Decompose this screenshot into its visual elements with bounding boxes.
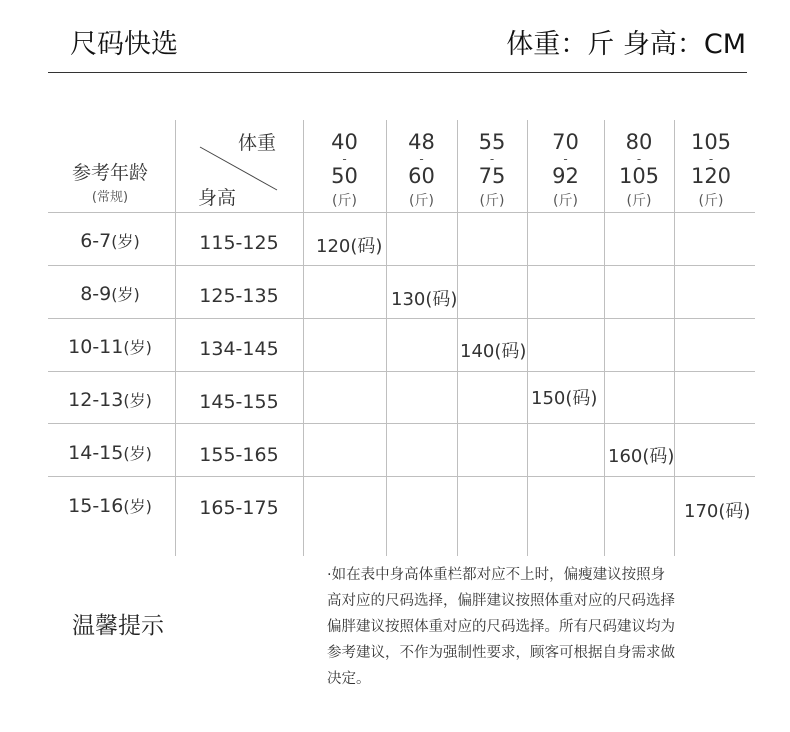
weight-to: 75 — [478, 164, 506, 188]
age-cell — [60, 335, 160, 358]
weight-to: 50 — [331, 164, 358, 188]
weight-dash: - — [708, 152, 714, 166]
tips-title: 温馨提示 — [72, 613, 164, 639]
weight-column-header — [457, 128, 527, 212]
age-unit: (岁) — [123, 497, 152, 516]
weight-unit: (斤) — [626, 193, 652, 209]
age-cell — [60, 388, 160, 411]
size-cell: 120(码) — [316, 236, 383, 257]
weight-dash: - — [636, 152, 642, 166]
age-value: 15-16 — [68, 495, 124, 517]
age-cell — [60, 441, 160, 464]
size-cell: 170(码) — [684, 501, 751, 522]
age-unit: (岁) — [123, 444, 152, 463]
weight-from: 70 — [552, 130, 579, 154]
tips-line: 决定。 — [327, 671, 371, 687]
age-value: 14-15 — [68, 442, 124, 464]
weight-dash: - — [563, 152, 568, 166]
weight-dash: - — [489, 152, 495, 166]
height-cell: 125-135 — [199, 285, 279, 307]
weight-from: 80 — [625, 130, 653, 154]
weight-dash: - — [419, 152, 424, 166]
weight-from: 105 — [690, 130, 732, 154]
corner-weight-label: 体重 — [238, 132, 277, 154]
tips-line: ·如在表中身高体重栏都对应不上时，偏瘦建议按照身 — [327, 567, 666, 583]
tips-line: 参考建议，不作为强制性要求，顾客可根据自身需求做 — [327, 645, 675, 661]
height-cell: 134-145 — [199, 338, 279, 360]
weight-column-header — [674, 128, 748, 212]
age-header: 参考年龄 — [71, 162, 148, 184]
age-value: 10-11 — [68, 336, 124, 358]
corner-height-label: 身高 — [198, 187, 237, 209]
weight-to: 92 — [552, 164, 579, 188]
height-cell: 115-125 — [199, 232, 279, 254]
weight-dash: - — [342, 152, 347, 166]
age-cell — [60, 229, 160, 252]
weight-unit: (斤) — [553, 193, 578, 209]
age-subheader: (常规) — [91, 190, 129, 205]
height-cell: 155-165 — [199, 444, 279, 466]
size-cell: 150(码) — [531, 388, 598, 409]
weight-column-header — [604, 128, 674, 212]
age-cell — [60, 282, 160, 305]
weight-column-header — [527, 128, 604, 212]
age-value: 8-9 — [80, 283, 112, 305]
weight-unit: (斤) — [479, 193, 505, 209]
weight-to: 105 — [618, 164, 660, 188]
size-cell: 130(码) — [391, 289, 458, 310]
age-cell — [60, 494, 160, 517]
weight-column-header — [386, 128, 457, 212]
tips-line: 高对应的尺码选择，偏胖建议按照体重对应的尺码选择 — [327, 593, 675, 609]
size-cell: 160(码) — [608, 446, 675, 467]
weight-from: 48 — [408, 130, 435, 154]
size-cell: 140(码) — [460, 341, 527, 362]
age-value: 12-13 — [68, 389, 124, 411]
weight-unit: (斤) — [409, 193, 434, 209]
weight-to: 120 — [690, 164, 732, 188]
weight-column-header — [303, 128, 386, 212]
weight-from: 55 — [478, 130, 506, 154]
height-cell: 165-175 — [199, 497, 279, 519]
tips-line: 偏胖建议按照体重对应的尺码选择。所有尺码建议均为 — [327, 619, 675, 635]
tips-text — [327, 562, 752, 692]
age-unit: (岁) — [123, 338, 152, 357]
age-unit: (岁) — [123, 391, 152, 410]
age-value: 6-7 — [80, 230, 112, 252]
age-unit: (岁) — [111, 285, 140, 304]
weight-unit: (斤) — [698, 193, 724, 209]
age-unit: (岁) — [111, 232, 140, 251]
height-cell: 145-155 — [199, 391, 279, 413]
weight-to: 60 — [408, 164, 435, 188]
page-title: 尺码快选 — [70, 29, 178, 60]
weight-from: 40 — [331, 130, 358, 154]
unit-note: 体重：斤 身高：CM — [506, 29, 746, 60]
weight-unit: (斤) — [332, 193, 357, 209]
